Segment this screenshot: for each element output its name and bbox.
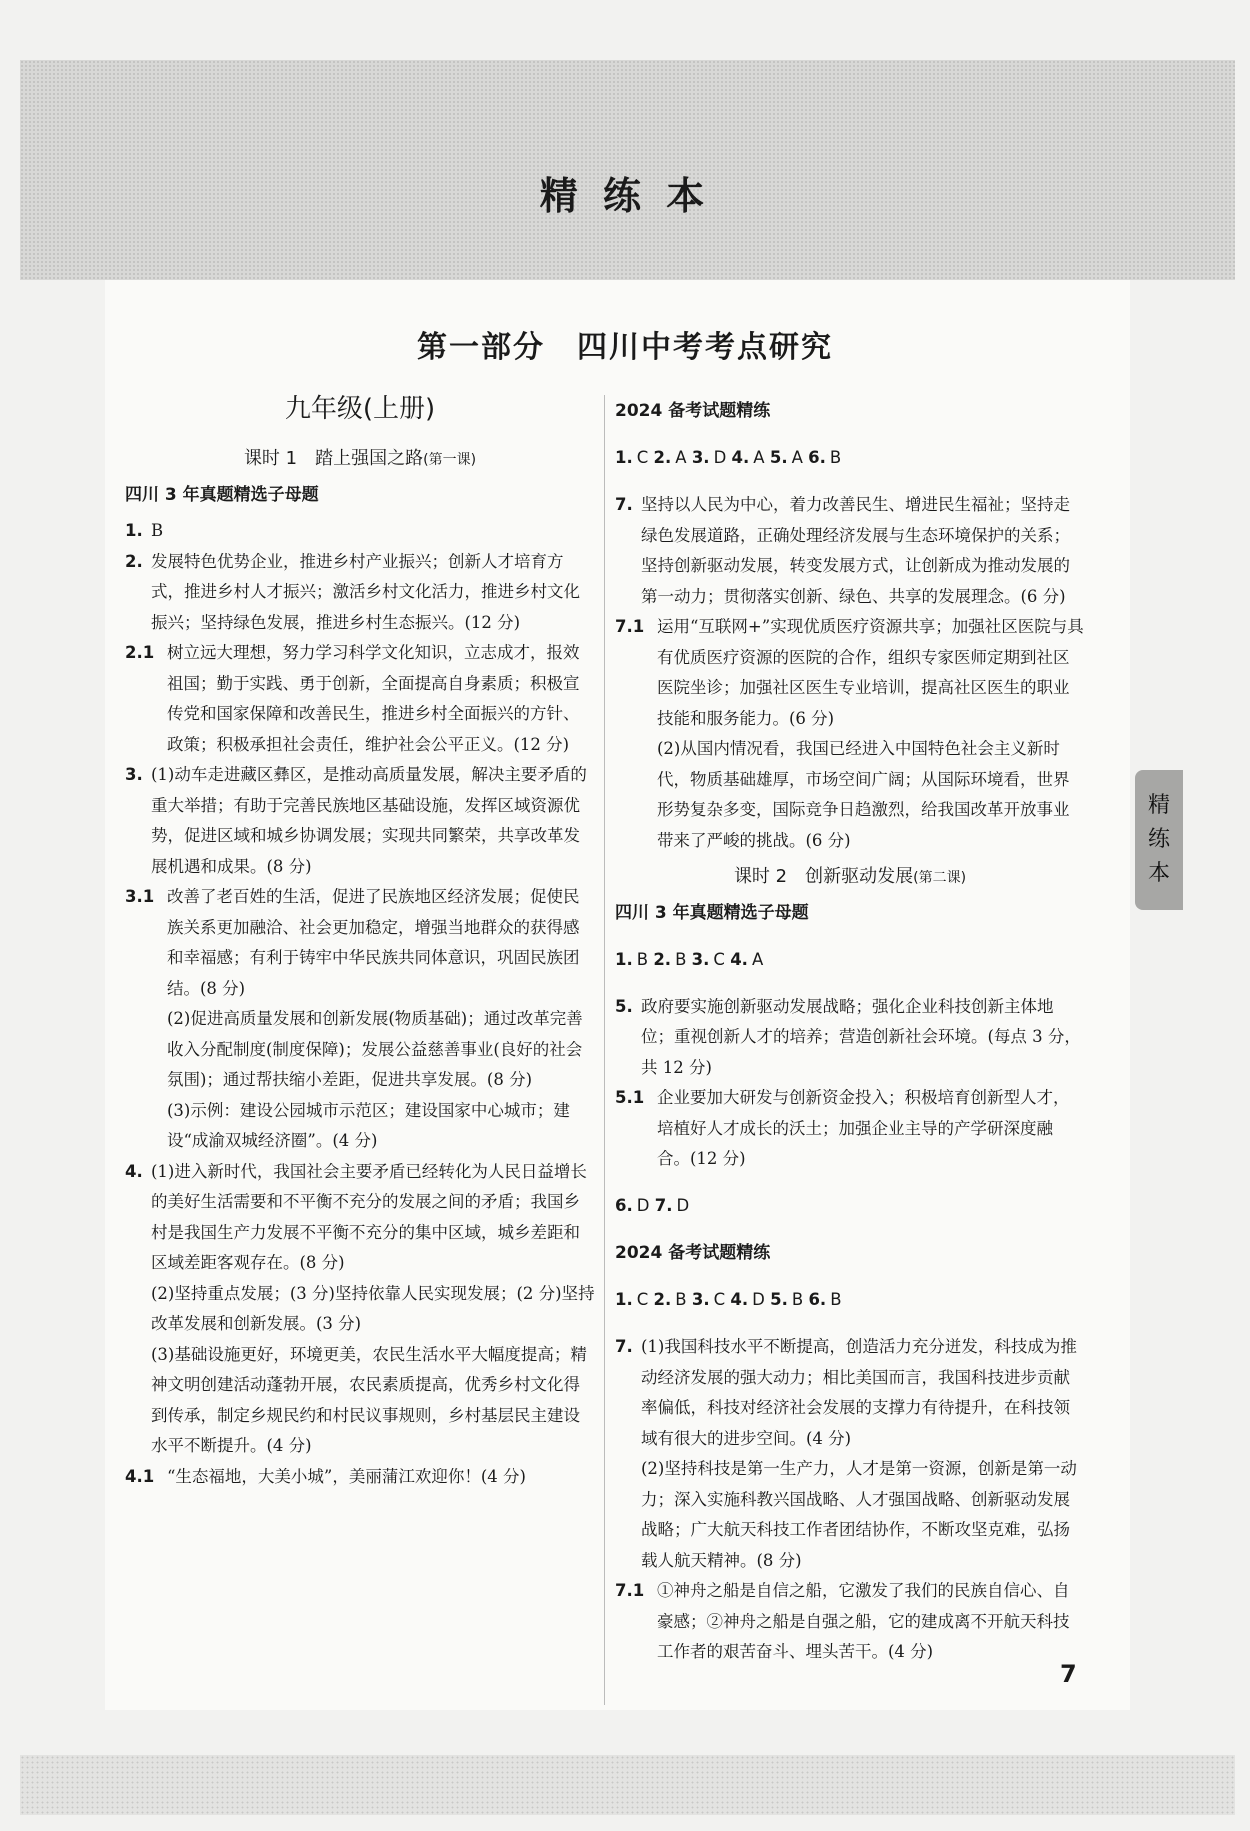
page-number: 7 [1060, 1660, 1077, 1688]
choice-answers [615, 1191, 1085, 1222]
choice-answer: 2. A [653, 448, 687, 467]
question-number: 7.1 [615, 617, 645, 636]
answer-text: 改善了老百姓的生活，促进了民族地区经济发展；促使民族关系更加融洽、社会更加稳定，增强当地群众的获得感和幸福感；有利于铸牢中华民族共同体意识，巩固民族团结。(8 分) [167, 887, 580, 998]
choice-answer: 5. B [770, 1290, 804, 1309]
side-tab-char: 练 [1147, 827, 1170, 852]
answer-text: 发展特色优势企业，推进乡村产业振兴；创新人才培育方式，推进乡村人才振兴；激活乡村文化活力，推进乡村文化振兴；坚持绿色发展，推进乡村生态振兴。(12 分) [151, 551, 580, 632]
side-tab [1135, 770, 1183, 910]
answer-text: 运用“互联网+”实现优质医疗资源共享；加强社区医院与具有优质医疗资源的医院的合作，组织专家医师定期到社区医院坐诊；加强社区医生专业培训，提高社区医生的职业技能和服务能力。(6 分) [657, 617, 1084, 728]
answer-subpart: (2)坚持重点发展；(3 分)坚持依靠人民实现发展；(2 分)坚持改革发展和创新发展。(3 分) [151, 1283, 595, 1333]
choice-answer: 6. D [615, 1196, 650, 1215]
answer-subpart: (2)从国内情况看，我国已经进入中国特色社会主义新时代，物质基础雄厚，市场空间广阔；从国际环境看，世界形势复杂多变，国际竞争日趋激烈，给我国改革开放事业带来了严峻的挑战。(6 分) [657, 739, 1070, 850]
lesson-title: 课时 1 踏上强国之路 [243, 448, 424, 469]
right-column [615, 392, 1085, 1668]
lesson-note: (第一课) [423, 452, 477, 468]
answer-item [615, 992, 1085, 1084]
answer-subpart: (3)基础设施更好，环境更美，农民生活水平大幅度提高；精神文明创建活动蓬勃开展，农民素质提高，优秀乡村文化得到传承，制定乡规民约和村民议事规则，乡村基层民主建设水平不断提升。(4 分) [151, 1344, 587, 1455]
answer-text: 坚持以人民为中心，着力改善民生、增进民生福祉；坚持走绿色发展道路，正确处理经济发展与生态环境保护的关系；坚持创新驱动发展，转变发展方式，让创新成为推动发展的第一动力；贯彻落实创新、绿色、共享的发展理念。(6 分) [641, 495, 1070, 606]
question-number: 7. [615, 495, 633, 514]
answer-item [125, 1462, 595, 1493]
answer-item [615, 612, 1085, 734]
answer-text: ①神舟之船是自信之船，它激发了我们的民族自信心、自豪感；②神舟之船是自强之船，它的建成离不开航天科技工作者的艰苦奋斗、埋头苦干。(4 分) [657, 1581, 1070, 1661]
choice-answer: 4. A [731, 448, 765, 467]
answer-item [615, 1576, 1085, 1668]
choice-answer: 2. B [653, 1290, 687, 1309]
answer-text: (1)动车走进藏区彝区，是推动高质量发展，解决主要矛盾的重大举措；有助于完善民族地区基础设施，发挥区域资源优势，促进区域和城乡协调发展；实现共同繁荣，共享改革发展机遇和成果。(8 分) [151, 765, 587, 876]
choice-answer: 1. C [615, 448, 649, 467]
answer-text: 企业要加大研发与创新资金投入；积极培育创新型人才，培植好人才成长的沃土；加强企业主导的产学研深度融合。(12 分) [657, 1088, 1070, 1168]
question-number: 2. [125, 551, 143, 571]
answer-text: B [151, 521, 164, 540]
choice-answer: 1. B [615, 949, 649, 969]
choice-answer: 6. B [808, 448, 842, 467]
choice-answers [615, 1285, 1085, 1316]
answer-text: (1)进入新时代，我国社会主要矛盾已经转化为人民日益增长的美好生活需要和不平衡不充分的发展之间的矛盾；我国乡村是我国生产力发展不平衡不充分的集中区域，城乡差距和区域差距客观存在。(8 分) [151, 1161, 587, 1272]
question-number: 5. [615, 996, 633, 1016]
side-tab-char: 精 [1147, 793, 1170, 818]
choice-answers [615, 443, 1085, 474]
answer-subpart: (2)坚持科技是第一生产力，人才是第一资源，创新是第一动力；深入实施科教兴国战略、人才强国战略、创新驱动发展战略；广大航天科技工作者团结协作，不断攻坚克难，弘扬载人航天精神。(8 分) [641, 1459, 1077, 1570]
section-heading: 2024 备考试题精练 [615, 401, 771, 421]
choice-answer: 5. A [769, 448, 803, 467]
choice-answer: 4. A [730, 949, 764, 969]
answer-text: “生态福地，大美小城”，美丽蒲江欢迎你！(4 分) [167, 1466, 526, 1486]
answer-item [125, 638, 595, 760]
lesson-note: (第二课) [913, 870, 967, 886]
question-number: 7.1 [615, 1581, 645, 1600]
answer-item [125, 760, 595, 882]
answer-text: 树立远大理想，努力学习科学文化知识，立志成才，报效祖国；勤于实践、勇于创新，全面提高自身素质；积极宣传党和国家保障和改善民生，推进乡村全面振兴的方针、政策；积极承担社会责任，维护社会公平正义。(12 分) [167, 643, 580, 754]
answer-item [125, 547, 595, 639]
choice-answer: 3. C [691, 1290, 726, 1309]
choice-answer: 4. D [730, 1290, 765, 1309]
answer-item [615, 1332, 1085, 1454]
answer-subpart: (3)示例：建设公园城市示范区；建设国家中心城市；建设“成渝双城经济圈”。(4 分) [167, 1100, 570, 1150]
question-number: 4.1 [125, 1466, 155, 1486]
question-number: 5.1 [615, 1088, 645, 1107]
question-number: 3. [125, 765, 143, 784]
choice-answers [615, 945, 1085, 976]
answer-text: 政府要实施创新驱动发展战略；强化企业科技创新主体地位；重视创新人才的培养；营造创新社会环境。(每点 3 分，共 12 分) [641, 996, 1081, 1077]
question-number: 2.1 [125, 643, 155, 662]
column-divider [604, 395, 605, 1705]
answer-item [615, 1083, 1085, 1175]
left-column [125, 392, 595, 1492]
question-number: 1. [125, 521, 143, 540]
choice-answer: 7. D [654, 1196, 690, 1215]
choice-answer: 1. C [615, 1290, 649, 1309]
side-tab-char: 本 [1147, 861, 1170, 886]
choice-answer: 6. B [808, 1290, 842, 1309]
question-number: 7. [615, 1337, 633, 1356]
question-number: 3.1 [125, 887, 155, 906]
answer-item [125, 1157, 595, 1279]
answer-item [125, 516, 595, 547]
section-heading: 2024 备考试题精练 [615, 1243, 771, 1263]
grade-heading: 九年级(上册) [284, 394, 436, 424]
question-number: 4. [125, 1161, 143, 1181]
choice-answer: 3. C [691, 949, 725, 969]
part-title: 第一部分 四川中考考点研究 [417, 330, 833, 365]
section-heading: 四川 3 年真题精选子母题 [615, 902, 809, 923]
footer-band [20, 1755, 1235, 1815]
section-heading: 四川 3 年真题精选子母题 [125, 484, 319, 505]
page-title: 精 练 本 [539, 174, 711, 218]
lesson-heading [125, 444, 595, 476]
choice-answer: 2. B [653, 949, 687, 969]
answer-subpart: (2)促进高质量发展和创新发展(物质基础)；通过改革完善收入分配制度(制度保障)；发展公益慈善事业(良好的社会氛围)；通过帮扶缩小差距，促进共享发展。(8 分) [167, 1009, 583, 1089]
answer-item [615, 490, 1085, 612]
answer-text: (1)我国科技水平不断提高，创造活力充分迸发，科技成为推动经济发展的强大动力；相比美国而言，我国科技进步贡献率偏低，科技对经济社会发展的支撑力有待提升，在科技领域有很大的进步空间。(4 分) [641, 1337, 1077, 1448]
lesson-title: 课时 2 创新驱动发展 [733, 866, 914, 887]
answer-item [125, 882, 595, 1004]
choice-answer: 3. D [691, 448, 727, 467]
lesson-heading [615, 862, 1085, 894]
